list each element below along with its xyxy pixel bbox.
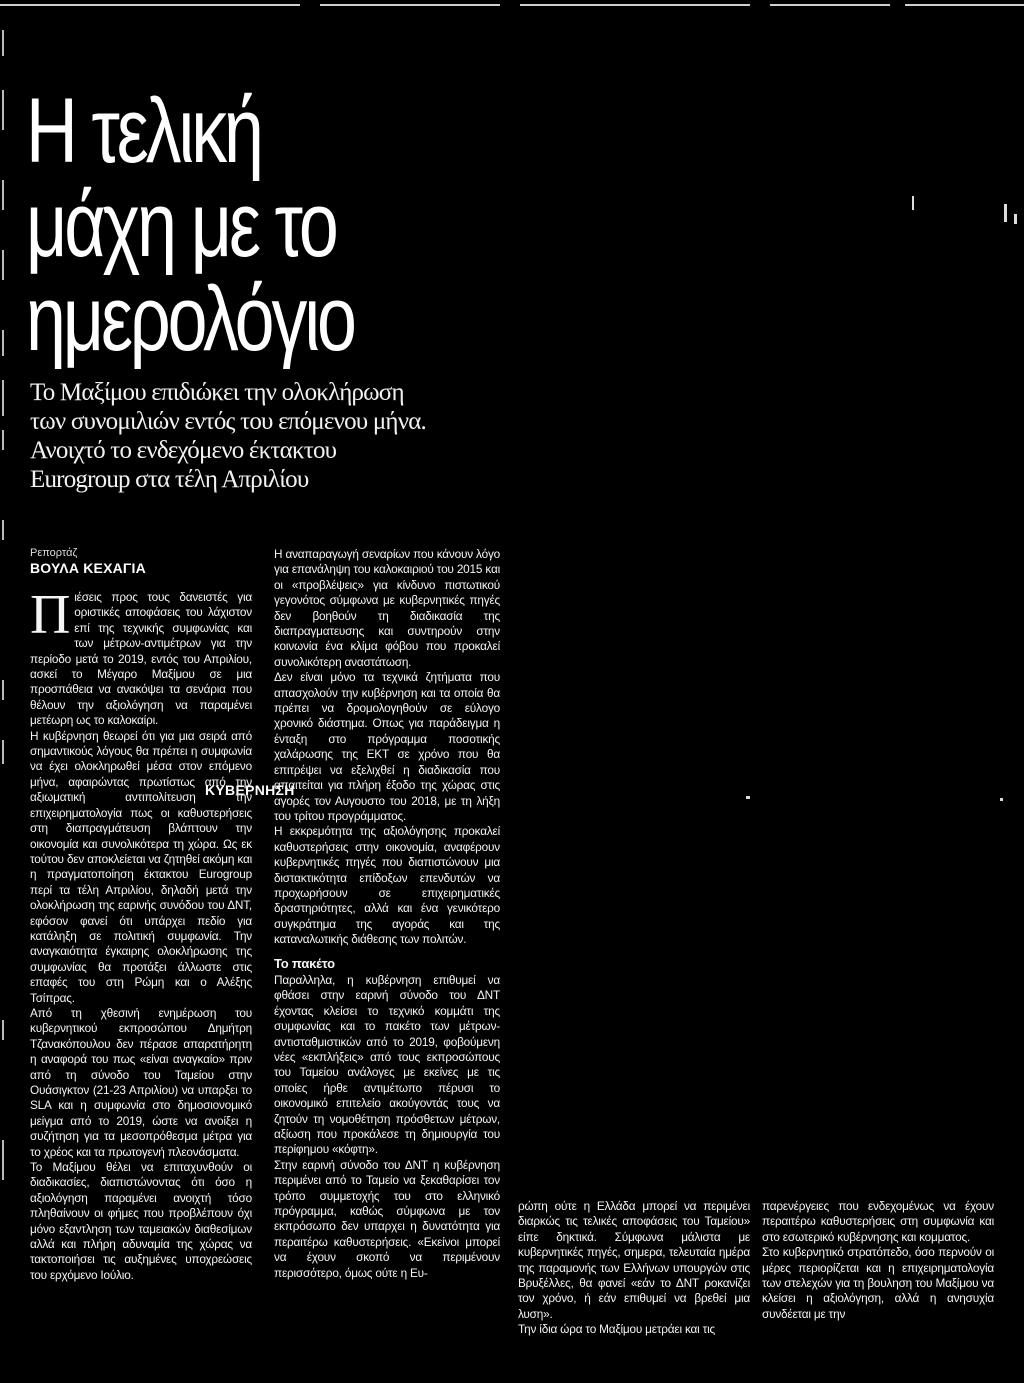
headline-line: Η τελική — [26, 80, 261, 182]
paragraph: Την ίδια ώρα το Μαξίμου μετράει και τις — [518, 1322, 716, 1337]
subheadline — [30, 378, 470, 494]
scan-speck — [746, 796, 750, 799]
text-column-4 — [762, 1199, 994, 1322]
crosshead: Το πακέτο — [274, 955, 335, 971]
subheadline-line: Ανοιχτό το ενδεχόμενο έκτακτου — [30, 437, 337, 464]
scan-speck — [912, 196, 914, 210]
paragraph: Δεν είναι μόνο τα τεχνικά ζητήματα που απασχολούν την κυβέρνηση και τα οποία θα πρέπει να δρομολογηθούν σε εύλογο χρονικό διάστημα. Οπως για παράδειγμα η ένταξη στο πρόγραμμα ποσοτικής χαλάρωσης της ΕΚΤ σε χρόνο που θα επιτρέψει να εξελιχθεί η διαδικασία που απαιτείται για πλήρη έξοδο της χώρας στις αγορές τον Αυγουστο του 2018, με τη λήξη του τρίτου προγράμματος. — [274, 670, 500, 823]
byline-label: Ρεπορτάζ — [30, 547, 78, 559]
subheadline-line: Το Μαξίμου επιδιώκει την ολοκλήρωση — [30, 379, 404, 406]
paragraph: Το Μαξίμου θέλει να επιταχυνθούν οι διαδικασίες, διαπιστώνοντας ότι όσο η αξιολόγηση παραμένει ανοιχτή τόσο πληθαίνουν οι φήμες που προβλέπουν όχι μόνο εξαντληση των ταμειακών διαθεσίμων αλλά και πλήρη αδυναμία της χώρας να τακτοποιήσει τις αυξημένες υποχρεώσεις του ερχόμενο Ιούλιο. — [30, 1160, 252, 1282]
paragraph: παρενέργειες που ενδεχομένως να έχουν περαιτέρω καθυστερήσεις στη συμφωνία και στο εσωτερικό κυβέρνησης και κομματος. — [762, 1199, 994, 1244]
byline-name: ΒΟΥΛΑ ΚΕΧΑΓΙΑ — [30, 560, 146, 576]
paragraph: Στην εαρινή σύνοδο του ΔΝΤ η κυβέρνηση περιμένει από το Ταμείο να ξεκαθαρίσει τον τρόπο συμμετοχής του στο ελληνικό πρόγραμμα, καθώς σύμφωνα με τον εκπρόσωπο δεν υπαρχει η δυνατότητα για περαιτέρω καθυστερήσεις. «Εκείνοι μπορεί να έχουν σκοπό να περιμένουν περισσότερο, όμως ούτε η Ευ- — [274, 1157, 500, 1280]
scan-speck — [1014, 214, 1017, 224]
top-rule — [0, 4, 1024, 6]
text-column-1 — [30, 584, 252, 1283]
paragraph: Παραλληλα, η κυβέρνηση επιθυμεί να φθάσει στην εαρινή σύνοδο του ΔΝΤ έχοντας κλείσει το τεχνικό κομμάτι της συμφωνίας και το πακέτο των μέτρων-αντισταθμιστικών από το 2019, φοβούμενη νέες «εκπλήξεις» από τους εκπροσώπους του Ταμείου ανάλογες με εκείνες με τις οποίες ήρθε αντιμέτωπο πέρυσι το οικονομικό επιτελείο ακούγοντάς τους να ζητούν τη νομοθέτηση πρόσθετων μέτρων, αξίωση που προκάλεσε τη δημιουργία του περίφημου «κόφτη». — [274, 972, 500, 1157]
paragraph: ιέσεις προς τους δανειστές για οριστικές αποφάσεις του λάχιστον επί της τεχνικής συμφωνίας και των μέτρων-αντιμέτρων για την περίοδο μετά το 2019, εντός του Απριλίου, ασκεί το Μέγαρο Μαξίμου σε μια προσπάθεια να ανακόψει τα σενάρια που θέλουν την αξιολόγηση να παραμένει μετέωρη ως το καλοκαίρι. — [30, 590, 252, 728]
headline-line: μάχη με το — [26, 174, 336, 276]
headline — [26, 80, 354, 370]
paragraph: ρώπη ούτε η Ελλάδα μπορεί να περιμένει διαρκώς τις τελικές αποφάσεις του Ταμείου» είπε δηκτικά. Σύμφωνα μάλιστα με κυβερνητικές πηγές, σημερα, τελευταία ημέρα της παραμονής των Ελλήνων υπουργών στις Βρυξέλλες, θα φανεί «εάν το ΔΝΤ ροκανίζει τον χρόνο, ή εάν επιθυμεί να βρεθεί μια λυση». — [518, 1199, 750, 1321]
headline-line: ημερολόγιο — [26, 268, 354, 370]
scan-edge-marks — [2, 0, 6, 1383]
paragraph: Από τη χθεσινή ενημέρωση του κυβερνητικού εκπροσώπου Δημήτρη Τζανακόπουλου δεν πέρασε απαρατήρητη η αναφορά του πως «είναι αναγκαίο» πριν από τη σύνοδο του Ταμείου στην Ουάσιγκτον (21-23 Απριλίου) να υπαρξει το SLA και η συμφωνία στο δημοσιονομικό μείγμα από το 2019, ώστε να ανοίξει η συζήτηση για τα μεσοπρόθεσμα μέτρα για το χρέος και τα πρωτογενή πλεονάσματα. — [30, 1005, 252, 1159]
paragraph: Η κυβέρνηση θεωρεί ότι για μια σειρά από σημαντικούς λόγους θα πρέπει η συμφωνία να έχει ολοκληρωθεί μέσα στον επόμενο μήνα, αφαιρώντας πρωτίστως από την αξιωματική αντιπολίτευση την επιχειρηματολογία πως οι καθυστερήσεις στη διαπραγμάτευση βλάπτουν την οικονομία και συνολικότερα τη χώρα. Ως εκ τούτου δεν αποκλείεται να ζητηθεί ακόμη και η πραγματοποίηση έκτακτου Eurogroup περί τα τέλη Απριλίου, δηλαδή μετά την ολοκλήρωση της εαρινής συνόδου του ΔΝΤ, εφόσον φανεί ότι υπάρχει πεδίο για κατάληξη σε πολιτική συμφωνία. Την αναγκαιότητα έγκαιρης ολοκλήρωσης της συμφωνίας θα προτάξει άλλωστε στις επαφές του στη Ρώμη και ο Αλέξης Τσίπρας. — [30, 728, 252, 1005]
section-label: ΚΥΒΕΡΝΗΣΗ — [205, 782, 295, 798]
text-column-3 — [518, 1199, 750, 1338]
drop-cap: Π — [30, 584, 71, 646]
scan-speck — [1000, 798, 1003, 801]
subheadline-line: Eurogroup στα τέλη Απριλίου — [30, 466, 309, 493]
paragraph: Στο κυβερνητικό στρατόπεδο, όσο περνούν οι μέρες περιορίζεται και η επιχειρηματολογία των στελεχών για τη βουληση του Μαξίμου να κλείσει η αξιολόγηση, αλλά η ανησυχία συνδέεται με την — [762, 1245, 994, 1321]
paragraph: Η αναπαραγωγή σεναρίων που κάνουν λόγο για επανάληψη του καλοκαιριού του 2015 και οι «προβλέψεις» για κίνδυνο πιστωτικού γεγονότος σύμφωνα με κυβερνητικές πηγές δεν βοηθούν τη διαδικασία της διαπραγματευσης και συντηρούν στην κοινωνία ένα κλίμα φόβου που προκαλεί συνολικότερη αναστάτωση. — [274, 547, 500, 669]
text-column-2 — [274, 547, 500, 1281]
paragraph: Η εκκρεμότητα της αξιολόγησης προκαλεί καθυστερήσεις στην οικονομία, αναφέρουν κυβερνητικές πηγές που διαπιστώνουν μια διστακτικότητα επίδοξων επενδυτών να προχωρήσουν σε επιχειρηματικές δραστηριότητες, αλλά και ένα γενικότερο συγκράτημα της αγοράς και της καταναλωτικής διάθεσης των πολιτών. — [274, 824, 500, 947]
subheadline-line: των συνομιλιών εντός του επόμενου μήνα. — [30, 408, 426, 435]
scan-speck — [1004, 204, 1007, 222]
